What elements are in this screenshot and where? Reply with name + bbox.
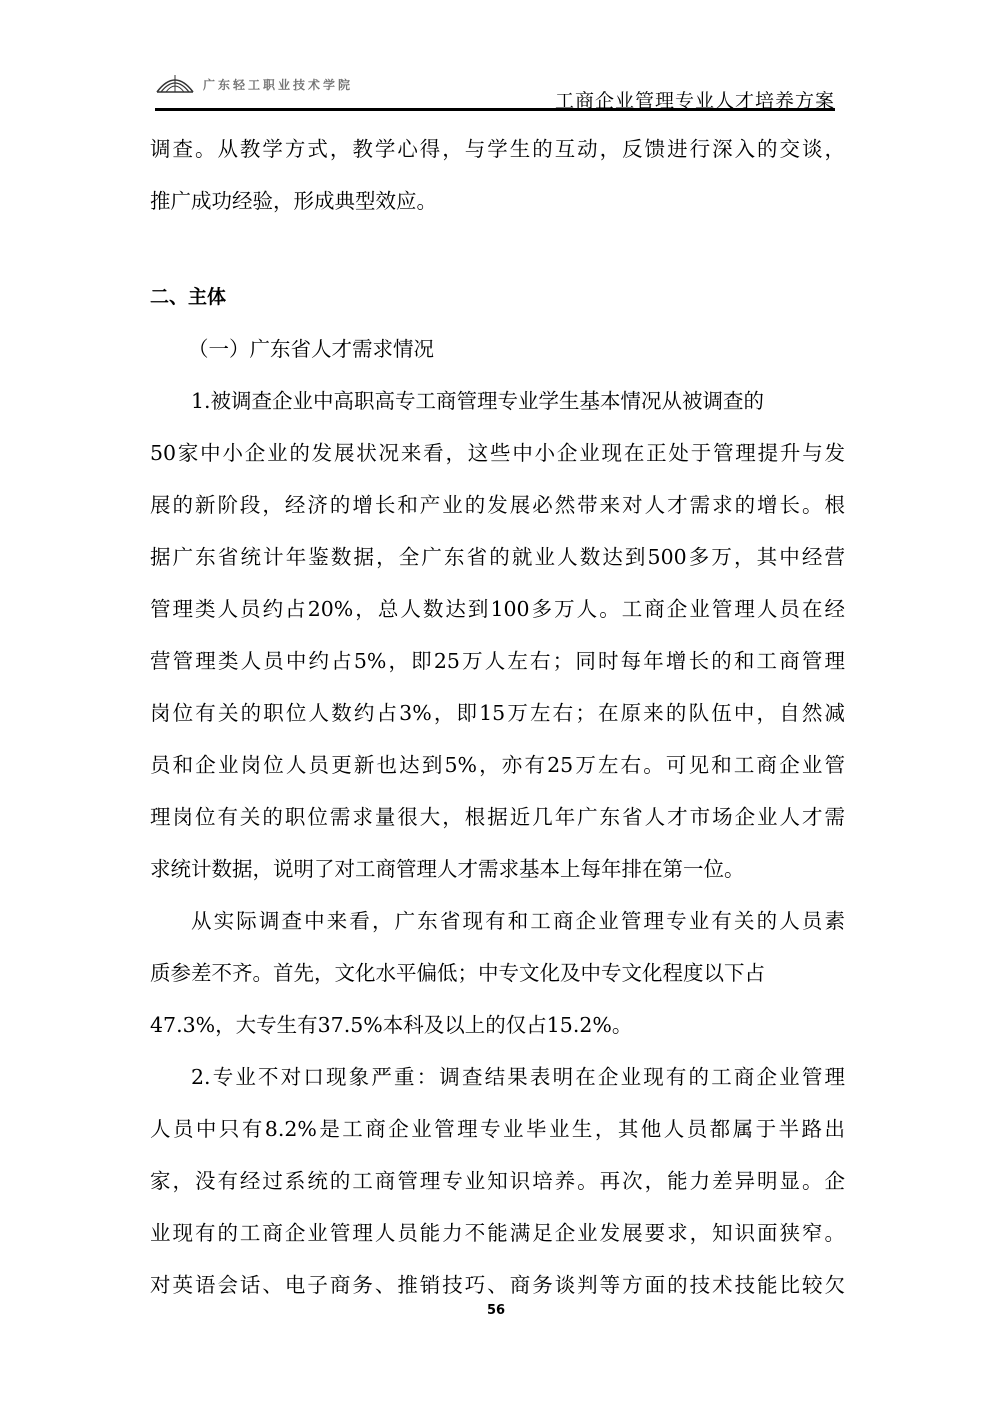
school-logo-icon <box>155 70 195 96</box>
text-line: 50家中小企业的发展状况来看，这些中小企业现在正处于管理提升与发 <box>150 441 845 465</box>
text-line: 业现有的工商企业管理人员能力不能满足企业发展要求，知识面狭窄。 <box>150 1221 845 1245</box>
text-line: 从实际调查中来看，广东省现有和工商企业管理专业有关的人员素 <box>191 909 845 933</box>
text-line: 营管理类人员中约占5%，即25万人左右；同时每年增长的和工商管理 <box>150 649 845 673</box>
document-body <box>150 123 845 1311</box>
text-line: 员和企业岗位人员更新也达到5%，亦有25万左右。可见和工商企业管 <box>150 753 845 777</box>
text-line: 质参差不齐。首先，文化水平偏低；中专文化及中专文化程度以下占 <box>150 961 765 985</box>
subsection-heading: （一）广东省人才需求情况 <box>188 337 434 361</box>
text-line: 对英语会话、电子商务、推销技巧、商务谈判等方面的技术技能比较欠 <box>150 1273 845 1297</box>
paragraph-gap <box>150 227 845 271</box>
text-line: 管理类人员约占20%，总人数达到100多万人。工商企业管理人员在经 <box>150 597 845 621</box>
text-line: 人员中只有8.2%是工商企业管理专业毕业生，其他人员都属于半路出 <box>150 1117 845 1141</box>
page-number: 56 <box>486 1303 506 1318</box>
text-line: 家，没有经过系统的工商管理专业知识培养。再次，能力差异明显。企 <box>150 1169 845 1193</box>
text-line: 求统计数据，说明了对工商管理人才需求基本上每年排在第一位。 <box>150 857 745 881</box>
text-line: 推广成功经验，形成典型效应。 <box>150 189 437 213</box>
text-line: 1.被调查企业中高职高专工商管理专业学生基本情况从被调查的 <box>191 389 765 413</box>
text-line: 调查。从教学方式，教学心得，与学生的互动，反馈进行深入的交谈， <box>150 137 845 161</box>
text-line: 2.专业不对口现象严重：调查结果表明在企业现有的工商企业管理 <box>191 1065 845 1089</box>
header-rule <box>155 108 835 111</box>
logo-text: 广东轻工职业技术学院 <box>203 78 354 92</box>
text-line: 据广东省统计年鉴数据，全广东省的就业人数达到500多万，其中经营 <box>150 545 845 569</box>
text-line: 47.3%，大专生有37.5%本科及以上的仅占15.2%。 <box>150 1013 633 1037</box>
text-line: 理岗位有关的职位需求量很大，根据近几年广东省人才市场企业人才需 <box>150 805 845 829</box>
section-heading: 二、主体 <box>150 286 227 308</box>
page-header <box>155 66 835 114</box>
text-line: 展的新阶段，经济的增长和产业的发展必然带来对人才需求的增长。根 <box>150 493 845 517</box>
text-line: 岗位有关的职位人数约占3%，即15万左右；在原来的队伍中，自然减 <box>150 701 845 725</box>
document-title: 工商企业管理专业人才培养方案 <box>554 90 835 112</box>
